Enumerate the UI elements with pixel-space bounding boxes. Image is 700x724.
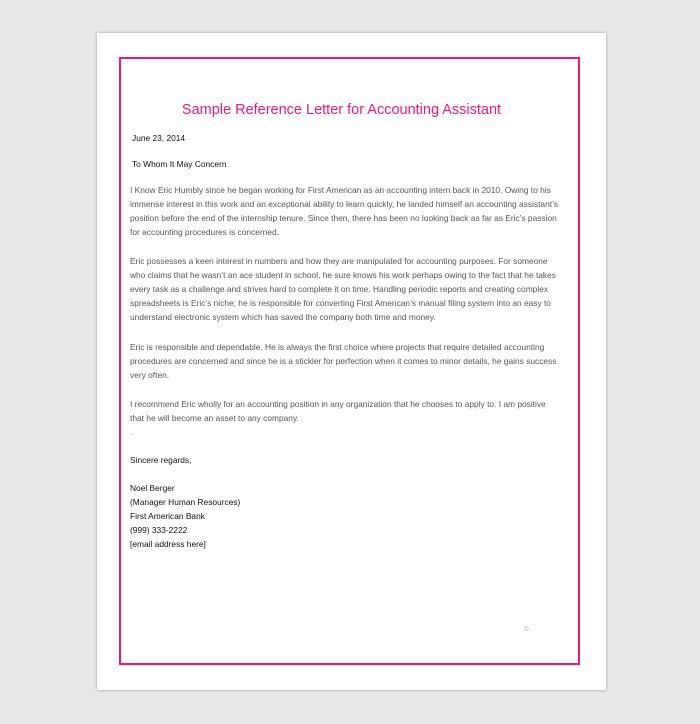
page-border-frame [119,57,580,665]
signer-company: First American Bank [130,511,205,521]
stray-mark: . [130,427,133,437]
letter-paragraph-1: I Know Eric Humbly since he began working for First American as an accounting intern back in 2010. Owing to his immense interest in this work and an exceptional ability to learn quickly, he landed himself an accounting assistant’s position before the end of the internship tenure. Since then, there has been no looking back as far as Eric’s passion for accounting procedures is concerned. [130,185,558,237]
signature-block [130,481,240,551]
letter-page [97,33,606,690]
signer-title: (Manager Human Resources) [130,497,241,507]
signer-name: Noel Berger [130,483,175,493]
signer-email: [email address here] [130,539,206,549]
signer-phone: (999) 333-2222 [130,525,188,535]
letter-salutation: To Whom It May Concern [132,159,227,169]
letter-paragraph-3: Eric is responsible and dependable. He is always the first choice where projects that require detailed accounting procedures are concerned and since he is a stickler for perfection when it comes to minor details, he gains success very often. [130,342,557,380]
letter-paragraph-4: I recommend Eric wholly for an accounting position in any organization that he chooses to apply to. I am positive that he will become an asset to any company. [130,399,546,423]
footer-mark: © . [524,627,532,633]
letter-closing: Sincere regards, [130,455,192,465]
letter-date: June 23, 2014 [132,133,186,143]
letter-paragraph-2: Eric possesses a keen interest in numbers and how they are manipulated for accounting purposes. For someone who claims that he wasn’t an ace student in school, he sure knows his work perhaps owing to the fact that he takes every task as a challenge and strives hard to complete it on time. Handling periodic reports and creating complex spreadsheets is Eric’s niche; he is responsible for converting First American’s manual filing system into an easy to understand electronic system which has saved the company both time and money. [130,256,556,322]
letter-title: Sample Reference Letter for Accounting Assistant [181,102,502,118]
